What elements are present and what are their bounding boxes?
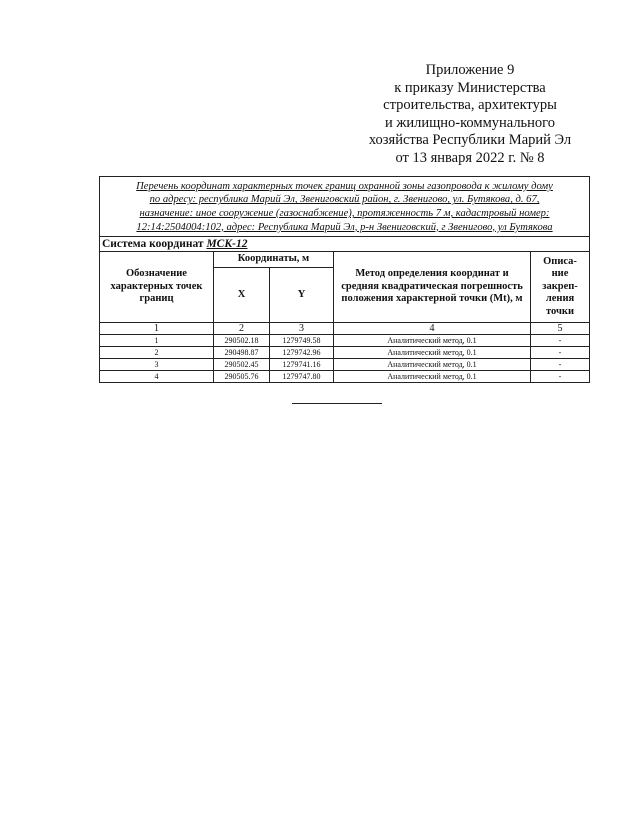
appendix-line: Приложение 9 — [425, 62, 515, 78]
cell-method: Аналитический метод, 0.1 — [334, 371, 531, 383]
appendix-line: к приказу Министерства — [394, 79, 546, 96]
coordinate-system-label: Система координат — [102, 238, 204, 250]
table-caption — [100, 177, 590, 237]
cell-method: Аналитический метод, 0.1 — [334, 335, 531, 347]
cell-y: 1279742.96 — [270, 347, 334, 359]
appendix-line: строительства, архитектуры — [383, 97, 557, 114]
table-row — [100, 359, 590, 371]
header-fixing: Описа-ние закреп-ления точки — [531, 252, 590, 323]
header-y: Y — [270, 268, 334, 323]
column-number: 4 — [334, 323, 531, 335]
header-coordinates: Координаты, м — [214, 252, 334, 268]
caption-line: Перечень координат характерных точек границ охранной зоны газопровода к жилому дому — [136, 180, 553, 192]
table-row — [100, 371, 590, 383]
coordinates-table — [99, 176, 590, 383]
column-number: 2 — [214, 323, 270, 335]
column-number: 3 — [270, 323, 334, 335]
appendix-line: хозяйства Республики Марий Эл — [368, 132, 572, 149]
column-number: 5 — [531, 323, 590, 335]
coordinate-system-value: МСК-12 — [206, 238, 248, 250]
end-divider — [292, 403, 382, 404]
cell-x: 290505.76 — [214, 371, 270, 383]
appendix-header — [340, 62, 600, 168]
cell-y: 1279749.58 — [270, 335, 334, 347]
cell-fixing: - — [531, 371, 590, 383]
caption-line: по адресу: республика Марий Эл, Звениговский район, г. Звенигово, ул. Бутякова, д. 67, — [149, 194, 540, 206]
cell-y: 1279747.80 — [270, 371, 334, 383]
header-x: X — [214, 268, 270, 323]
cell-point: 1 — [100, 335, 214, 347]
column-number: 1 — [100, 323, 214, 335]
cell-x: 290498.87 — [214, 347, 270, 359]
cell-y: 1279741.16 — [270, 359, 334, 371]
appendix-line: и жилищно-коммунального — [384, 114, 556, 131]
appendix-line: от 13 января 2022 г. № 8 — [395, 149, 545, 166]
cell-point: 2 — [100, 347, 214, 359]
cell-point: 4 — [100, 371, 214, 383]
cell-x: 290502.45 — [214, 359, 270, 371]
cell-x: 290502.18 — [214, 335, 270, 347]
caption-line: назначение: иное сооружение (газоснабжение), протяженность 7 м, кадастровый номер: — [139, 208, 550, 219]
cell-point: 3 — [100, 359, 214, 371]
cell-fixing: - — [531, 335, 590, 347]
cell-fixing: - — [531, 359, 590, 371]
table-row — [100, 347, 590, 359]
cell-fixing: - — [531, 347, 590, 359]
header-point: Обозначение характерных точек границ — [100, 252, 214, 323]
header-method: Метод определения координат и средняя квадратическая погрешность положения характерной точки (Mt), м — [334, 252, 531, 323]
caption-line: 12:14:2504004:102, адрес: Республика Марий Эл, р-н Звениговский, г Звенигово, ул Бутякова — [136, 221, 553, 233]
cell-method: Аналитический метод, 0.1 — [334, 359, 531, 371]
table-row — [100, 335, 590, 347]
coordinate-system — [100, 237, 590, 252]
cell-method: Аналитический метод, 0.1 — [334, 347, 531, 359]
